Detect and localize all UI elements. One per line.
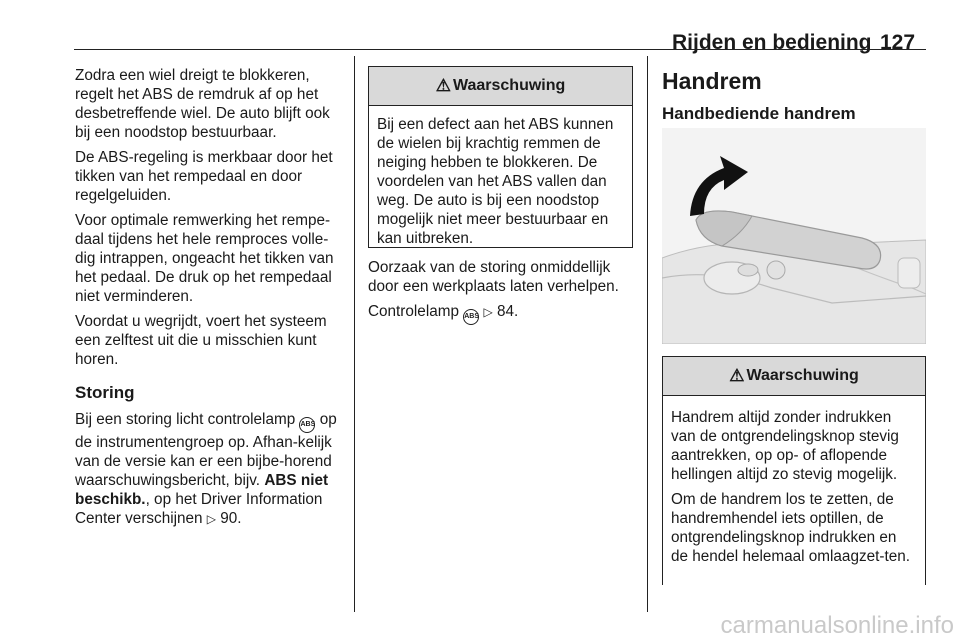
- page-reference-84[interactable]: 84.: [496, 303, 519, 320]
- column-1: [75, 66, 343, 535]
- storing-paragraph: Bij een storing licht controlelamp ABS op de instrumentengroep op. Afhan-kelijk van de versie kan er een bijbe-horend waarschuwingsbericht, bijv. ABS niet beschikb., op het Driver Information Center verschijnen ▷ 90.: [75, 411, 337, 527]
- warning-triangle-icon: ⚠: [435, 76, 451, 95]
- watermark-text: carmanualsonline.info: [720, 612, 954, 639]
- page-reference-90[interactable]: 90.: [220, 510, 242, 527]
- warning-body: Handrem altijd zonder indrukken van de ontgrendelingsknop stevig aantrekken, op op- of aflopende hellingen altijd zo stevig mogelijk. Om de handrem los te zetten, de handremhendel iets optillen, de ontgrendelingsknop indrukken en de hendel helemaal omlaagzet-ten.: [671, 409, 910, 565]
- warning-triangle-icon: ⚠: [729, 366, 745, 385]
- abs-paragraph-1: Zodra een wiel dreigt te blokkeren, regelt het ABS de remdruk af op het desbetreffende wiel. De auto blijft ook bij een noodstop bestuurbaar.: [75, 67, 330, 141]
- warning-header: ⚠ Waarschuwing: [369, 67, 632, 106]
- section-heading-handrem: Handrem: [662, 68, 762, 94]
- page-reference-arrow-icon: ▷: [483, 305, 493, 319]
- column-2-text: [368, 258, 636, 331]
- column-divider-1: [354, 56, 355, 612]
- abs-paragraph-2: De ABS-regeling is merkbaar door het tikken van het rempedaal en door regelgeluiden.: [75, 149, 333, 204]
- abs-message-text: ABS niet beschikb.: [75, 472, 329, 508]
- section-heading-storing: Storing: [75, 383, 135, 402]
- page-number: 127: [880, 31, 916, 54]
- header-divider: [74, 49, 926, 50]
- running-header-title: Rijden en bediening: [672, 31, 872, 54]
- abs-warning-lamp-icon: ABS: [299, 417, 315, 433]
- handrem-warning-box: [662, 356, 926, 585]
- abs-warning-box: [368, 66, 633, 248]
- page-reference-arrow-icon: ▷: [206, 512, 217, 526]
- warning-header: ⚠ Waarschuwing: [663, 357, 925, 396]
- abs-paragraph-3: Voor optimale remwerking het rempe-daal tijdens het hele remproces volle-dig intrappen, ongeacht het tikken van het pedaal. De druk op het rempedaal niet verminderen.: [75, 212, 334, 305]
- abs-paragraph-4: Voordat u wegrijdt, voert het systeem een zelftest uit die u misschien kunt horen.: [75, 313, 327, 368]
- lamp-reference-paragraph: Controlelamp ABS ▷ 84.: [368, 302, 636, 325]
- handbrake-illustration: [662, 128, 926, 344]
- repair-paragraph: Oorzaak van de storing onmiddellijk door een werkplaats laten verhelpen.: [368, 259, 619, 295]
- warning-body: Bij een defect aan het ABS kunnen de wielen bij krachtig remmen de neiging hebben te blokkeren. De voordelen van het ABS vallen dan weg. De auto is bij een noodstop mogelijk niet meer bestuurbaar en kan uitbreken.: [377, 116, 614, 247]
- subheading-handbediende-handrem: Handbediende handrem: [662, 104, 856, 123]
- column-divider-2: [647, 56, 648, 612]
- abs-warning-lamp-icon: ABS: [463, 309, 479, 325]
